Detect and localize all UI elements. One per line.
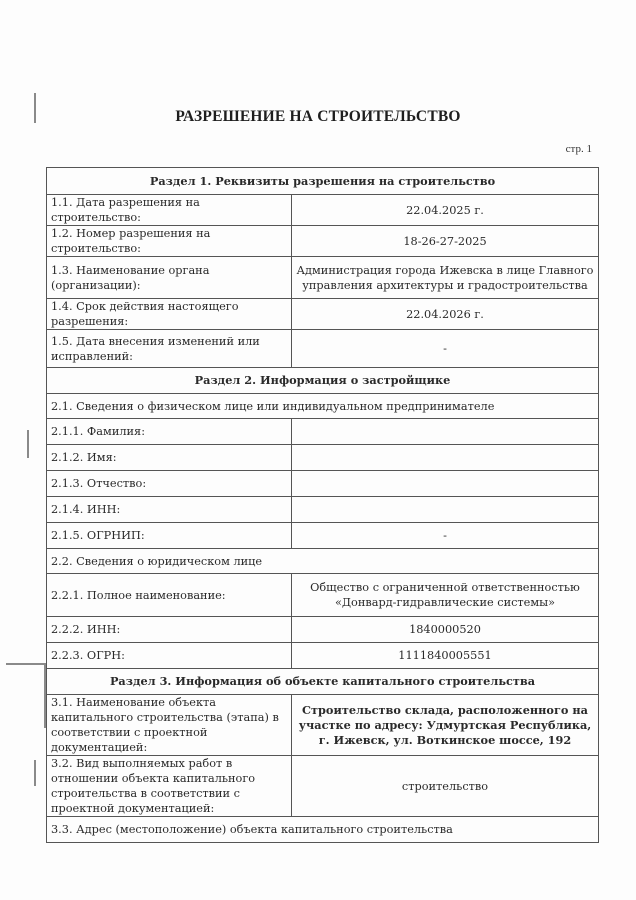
section-header-row — [47, 168, 599, 195]
legal-inn-label: 2.2.2. ИНН: — [47, 617, 292, 643]
patronymic-label: 2.1.3. Отчество: — [47, 471, 292, 497]
permit-date-value: 22.04.2025 г. — [292, 195, 599, 226]
table-row — [47, 330, 599, 368]
section-header-row — [47, 368, 599, 394]
subsection-row — [47, 817, 599, 843]
full-name-value: Общество с ограниченной ответственностью «Донвард-гидравлические системы» — [292, 574, 599, 617]
table-row — [47, 617, 599, 643]
scan-mark — [6, 663, 44, 665]
table-row — [47, 523, 599, 549]
table-row — [47, 643, 599, 669]
section-header-row — [47, 669, 599, 695]
table-row — [47, 195, 599, 226]
object-address-header: 3.3. Адрес (местоположение) объекта капитального строительства — [47, 817, 599, 843]
table-row — [47, 419, 599, 445]
scan-mark — [34, 760, 36, 786]
scan-mark — [27, 430, 29, 458]
patronymic-value — [292, 471, 599, 497]
surname-label: 2.1.1. Фамилия: — [47, 419, 292, 445]
table-row — [47, 257, 599, 299]
ogrn-value: 1111840005551 — [292, 643, 599, 669]
subsection-row — [47, 394, 599, 419]
table-row — [47, 756, 599, 817]
work-type-label: 3.2. Вид выполняемых работ в отношении объекта капитального строительства в соответствии с проектной документацией: — [47, 756, 292, 817]
full-name-label: 2.2.1. Полное наименование: — [47, 574, 292, 617]
issuing-authority-value: Администрация города Ижевска в лице Главного управления архитектуры и градостроительства — [292, 257, 599, 299]
validity-value: 22.04.2026 г. — [292, 299, 599, 330]
individual-inn-label: 2.1.4. ИНН: — [47, 497, 292, 523]
section1-header: Раздел 1. Реквизиты разрешения на строительство — [47, 168, 599, 195]
table-row — [47, 574, 599, 617]
amendment-date-label: 1.5. Дата внесения изменений или исправлений: — [47, 330, 292, 368]
individual-info-header: 2.1. Сведения о физическом лице или индивидуальном предпринимателе — [47, 394, 599, 419]
table-row — [47, 695, 599, 756]
first-name-value — [292, 445, 599, 471]
surname-value — [292, 419, 599, 445]
subsection-row — [47, 549, 599, 574]
permit-table — [46, 167, 599, 843]
ogrnip-value: - — [292, 523, 599, 549]
individual-inn-value — [292, 497, 599, 523]
validity-label: 1.4. Срок действия настоящего разрешения: — [47, 299, 292, 330]
permit-number-value: 18-26-27-2025 — [292, 226, 599, 257]
table-row — [47, 226, 599, 257]
work-type-value: строительство — [292, 756, 599, 817]
permit-date-label: 1.1. Дата разрешения на строительство: — [47, 195, 292, 226]
issuing-authority-label: 1.3. Наименование органа (организации): — [47, 257, 292, 299]
legal-inn-value: 1840000520 — [292, 617, 599, 643]
table-row — [47, 299, 599, 330]
ogrn-label: 2.2.3. ОГРН: — [47, 643, 292, 669]
permit-number-label: 1.2. Номер разрешения на строительство: — [47, 226, 292, 257]
section3-header: Раздел 3. Информация об объекте капитального строительства — [47, 669, 599, 695]
object-name-value: Строительство склада, расположенного на участке по адресу: Удмуртская Республика, г. Ижевск, ул. Воткинское шоссе, 192 — [292, 695, 599, 756]
section2-header: Раздел 2. Информация о застройщике — [47, 368, 599, 394]
document-title: РАЗРЕШЕНИЕ НА СТРОИТЕЛЬСТВО — [175, 108, 461, 125]
page-number: стр. 1 — [565, 143, 592, 155]
table-row — [47, 497, 599, 523]
first-name-label: 2.1.2. Имя: — [47, 445, 292, 471]
amendment-date-value: - — [292, 330, 599, 368]
object-name-label: 3.1. Наименование объекта капитального строительства (этапа) в соответствии с проектной документацией: — [47, 695, 292, 756]
legal-entity-header: 2.2. Сведения о юридическом лице — [47, 549, 599, 574]
ogrnip-label: 2.1.5. ОГРНИП: — [47, 523, 292, 549]
table-row — [47, 445, 599, 471]
table-row — [47, 471, 599, 497]
